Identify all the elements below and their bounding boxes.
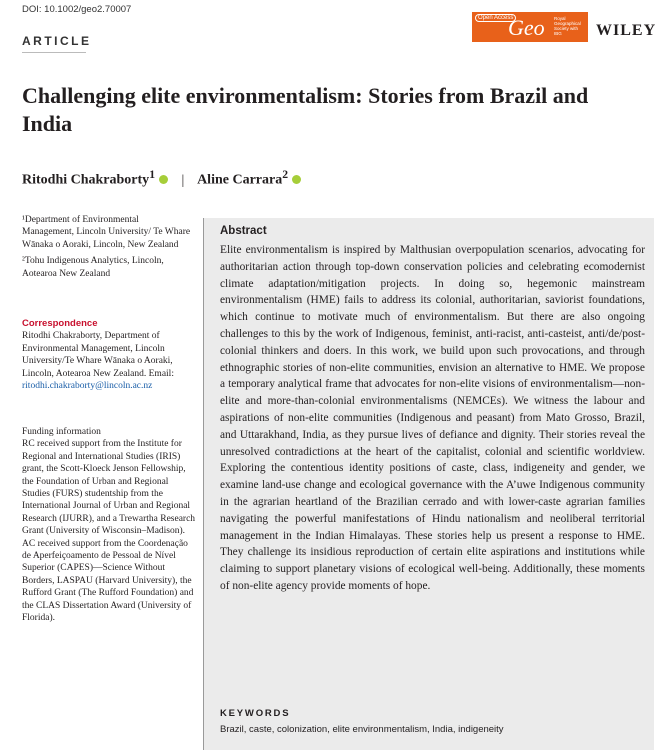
- correspondence: [22, 318, 192, 392]
- orcid-icon[interactable]: [159, 175, 168, 184]
- email-link[interactable]: ritodhi.chakraborty@lincoln.ac.nz: [22, 381, 153, 392]
- journal-logo-name: Geo: [508, 15, 545, 40]
- keywords-heading: KEYWORDS: [220, 708, 291, 719]
- open-access-badge: Open Access: [475, 14, 516, 22]
- author-affiliation-marker: 1: [149, 168, 156, 181]
- email-label: Email:: [148, 368, 174, 379]
- publisher-logo[interactable]: WILEY: [596, 22, 657, 39]
- funding-heading: Funding information: [22, 427, 101, 437]
- author-name[interactable]: Aline Carrara: [197, 172, 283, 188]
- abstract-panel: [203, 218, 654, 750]
- journal-logo-society: Royal Geographical Society with IBG: [554, 16, 581, 36]
- divider: [22, 52, 86, 53]
- affiliation: ¹Department of Environmental Management, Lincoln University/ Te Whare Wānaka o Aoraki, Lincoln, New Zealand: [22, 215, 191, 250]
- author-affiliation-marker: 2: [282, 168, 289, 181]
- article-title: Challenging elite environmentalism: Stories from Brazil and India: [22, 83, 589, 136]
- correspondence-text: Ritodhi Chakraborty, Department of Environmental Management, Lincoln University/Te Whare Wānaka o Aoraki, Lincoln, Aotearoa New Zealand.: [22, 331, 173, 379]
- affiliation: ²Tohu Indigenous Analytics, Lincoln, Aotearoa New Zealand: [22, 256, 164, 279]
- abstract-text: Elite environmentalism is inspired by Malthusian overpopulation scenarios, advocating for authoritarian action through top-down conservation policies and celebrating ecomodernist climate adaptation/mitigation projects. In doing so, hegemonic mainstream environmentalism (HME) fails to address its colonial, authoritarian, saviorist foundations, which continue to motivate much of environmentalism. But there are also ongoing challenges to this by the work of Indigenous, feminist, anti-racist, anti-casteist, anti/de/post-colonial thinkers and doers. In this work, we build upon such provocations, and through ethnographic stories of non-elite communities, envision an alternative to HME. We propose a temporary analytical frame that advocates for non-elite visions of environmentalism—non-elite and more-than-colonial environmentalisms (NEMCEs). We witness the labour and aspirations of non-elite communities (Indigenous and peasant) from Mato Grosso, Brazil, and Uttarakhand, India, as they pursue lives of defiance and dignity. Their stories reveal the unresolved contradictions at the heart of the capitalist, colonial and scientific worldview. Exploring the contentious identity positions of caste, class, indigeneity and gender, we examine land-use change and ecological governance with the A’uwe Indigenous community in the agrarian heartland of the Brazilian cerrado and with lower-caste agrarian families navigating the powerful manifestations of Hindu nationalism and neoliberal territorial management in the Indian Himalayas. These stories help us present a response to HME. They challenge its insidious reproduction of certain elite aspirations and institutions while claiming to support planetary visions of ecological well-being. Additionally, these moments of non-elite agency provide moments of hope.: [220, 244, 645, 592]
- abstract-heading: Abstract: [220, 225, 267, 237]
- article-type-label: ARTICLE: [22, 34, 92, 48]
- orcid-icon[interactable]: [292, 175, 301, 184]
- author-list: [22, 168, 301, 189]
- funding-text: RC received support from the Institute for Regional and International Studies (IRIS) grant, the Scott-Kloeck Jenson Fellowship, the Foundation of Urban and Regional Studies (FURS) studentship from the International Journal of Urban and Regional Research (IJURR), and a Trewartha Research Grant (University of Wisconsin–Madison). AC received support from the Coordenação de Aperfeiçoamento de Pessoal de Nível Superior (CAPES)—Science Without Borders, LASPAU (Harvard University), the Rufford Grant (The Rufford Foundation) and the CLAS Dissertation Award (University of Florida).: [22, 439, 196, 624]
- journal-logo[interactable]: [472, 12, 588, 42]
- affiliations: [22, 214, 192, 284]
- correspondence-heading: Correspondence: [22, 318, 98, 329]
- keywords-list: Brazil, caste, colonization, elite environmentalism, India, indigeneity: [220, 724, 504, 735]
- author-separator: |: [181, 172, 185, 188]
- doi[interactable]: DOI: 10.1002/geo2.70007: [22, 4, 132, 15]
- funding-information: [22, 426, 197, 625]
- author-name[interactable]: Ritodhi Chakraborty: [22, 172, 150, 188]
